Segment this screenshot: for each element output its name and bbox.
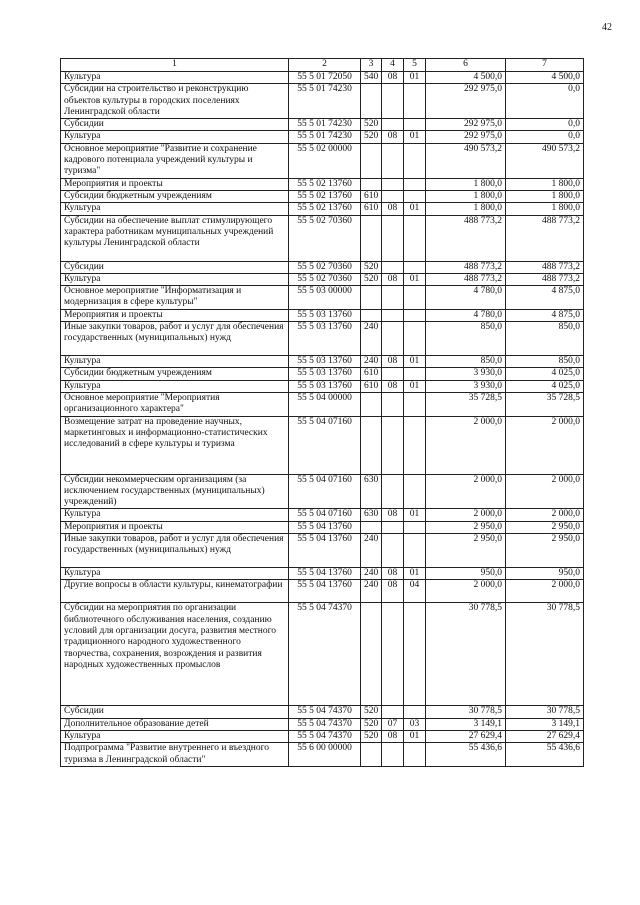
row-amount-col6-cell: 488 773,2	[426, 261, 506, 273]
row-expense-type-cell: 520	[361, 119, 382, 131]
row-section-cell	[382, 416, 404, 474]
row-code-cell: 55 5 04 07160	[289, 416, 361, 474]
row-subsection-cell: 01	[404, 730, 426, 742]
row-amount-col7-cell: 1 800,0	[506, 203, 584, 215]
table-row	[61, 534, 584, 568]
table-row	[61, 730, 584, 742]
row-subsection-cell	[404, 178, 426, 190]
row-expense-type-cell	[361, 521, 382, 533]
row-subsection-cell	[404, 474, 426, 509]
row-section-cell	[382, 190, 404, 202]
column-header: 6	[426, 59, 506, 72]
row-code-cell: 55 5 04 13760	[289, 568, 361, 580]
row-expense-type-cell	[361, 143, 382, 178]
column-header: 3	[361, 59, 382, 72]
row-expense-type-cell: 240	[361, 356, 382, 368]
table-row	[61, 273, 584, 285]
row-subsection-cell	[404, 521, 426, 533]
table-row	[61, 215, 584, 261]
row-amount-col7-cell: 2 950,0	[506, 534, 584, 568]
row-section-cell	[382, 178, 404, 190]
table-row	[61, 568, 584, 580]
row-amount-col6-cell: 292 975,0	[426, 131, 506, 143]
table-row	[61, 84, 584, 119]
row-expense-type-cell: 240	[361, 322, 382, 356]
column-header: 2	[289, 59, 361, 72]
row-subsection-cell	[404, 143, 426, 178]
row-section-cell	[382, 534, 404, 568]
table-row	[61, 131, 584, 143]
row-amount-col6-cell: 35 728,5	[426, 392, 506, 416]
row-code-cell: 55 5 04 13760	[289, 534, 361, 568]
row-subsection-cell	[404, 743, 426, 767]
row-expense-type-cell: 630	[361, 509, 382, 521]
row-code-cell: 55 5 02 13760	[289, 190, 361, 202]
row-expense-type-cell: 240	[361, 534, 382, 568]
row-section-cell: 08	[382, 509, 404, 521]
row-code-cell: 55 5 04 74370	[289, 730, 361, 742]
row-subsection-cell	[404, 309, 426, 321]
header-row	[61, 59, 584, 72]
row-amount-col7-cell: 488 773,2	[506, 273, 584, 285]
row-subsection-cell	[404, 286, 426, 310]
row-section-cell	[382, 286, 404, 310]
table-row	[61, 392, 584, 416]
row-section-cell	[382, 474, 404, 509]
row-section-cell	[382, 368, 404, 380]
row-code-cell: 55 5 04 07160	[289, 509, 361, 521]
row-amount-col7-cell: 4 875,0	[506, 286, 584, 310]
row-amount-col7-cell: 55 436,6	[506, 743, 584, 767]
row-section-cell: 08	[382, 568, 404, 580]
row-amount-col6-cell: 4 500,0	[426, 72, 506, 84]
column-header: 7	[506, 59, 584, 72]
row-expense-type-cell: 520	[361, 261, 382, 273]
row-code-cell: 55 5 01 74230	[289, 119, 361, 131]
row-subsection-cell	[404, 416, 426, 474]
row-code-cell: 55 5 02 70360	[289, 273, 361, 285]
row-amount-col7-cell: 488 773,2	[506, 215, 584, 261]
column-header: 4	[382, 59, 404, 72]
row-amount-col6-cell: 30 778,5	[426, 706, 506, 718]
row-amount-col6-cell: 4 780,0	[426, 309, 506, 321]
row-expense-type-cell: 520	[361, 718, 382, 730]
table-row	[61, 190, 584, 202]
row-amount-col7-cell: 2 000,0	[506, 474, 584, 509]
row-subsection-cell: 01	[404, 203, 426, 215]
column-header: 1	[61, 59, 289, 72]
row-amount-col6-cell: 2 000,0	[426, 416, 506, 474]
row-amount-col7-cell: 35 728,5	[506, 392, 584, 416]
row-section-cell: 08	[382, 356, 404, 368]
row-expense-type-cell: 610	[361, 190, 382, 202]
row-code-cell: 55 5 03 13760	[289, 380, 361, 392]
row-code-cell: 55 5 01 74230	[289, 84, 361, 119]
row-name-cell: Мероприятия и проекты	[61, 309, 289, 321]
row-name-cell: Другие вопросы в области культуры, кинематографии	[61, 580, 289, 603]
row-section-cell	[382, 309, 404, 321]
column-header: 5	[404, 59, 426, 72]
row-code-cell: 55 5 02 70360	[289, 261, 361, 273]
row-amount-col6-cell: 2 950,0	[426, 534, 506, 568]
row-amount-col6-cell: 55 436,6	[426, 743, 506, 767]
table-row	[61, 521, 584, 533]
row-code-cell: 55 5 04 74370	[289, 718, 361, 730]
table-row	[61, 416, 584, 474]
row-amount-col6-cell: 2 950,0	[426, 521, 506, 533]
row-subsection-cell	[404, 392, 426, 416]
row-name-cell: Культура	[61, 203, 289, 215]
table-row	[61, 706, 584, 718]
row-amount-col6-cell: 850,0	[426, 322, 506, 356]
row-amount-col7-cell: 2 000,0	[506, 416, 584, 474]
row-amount-col6-cell: 3 930,0	[426, 368, 506, 380]
table-row	[61, 72, 584, 84]
row-subsection-cell	[404, 603, 426, 706]
row-amount-col6-cell: 488 773,2	[426, 273, 506, 285]
row-name-cell: Основное мероприятие "Мероприятия организационного характера"	[61, 392, 289, 416]
row-subsection-cell	[404, 706, 426, 718]
row-code-cell: 55 5 04 07160	[289, 474, 361, 509]
row-name-cell: Иные закупки товаров, работ и услуг для обеспечения государственных (муниципальных) нужд	[61, 322, 289, 356]
row-expense-type-cell	[361, 84, 382, 119]
row-code-cell: 55 5 04 13760	[289, 521, 361, 533]
table-row	[61, 322, 584, 356]
row-expense-type-cell	[361, 309, 382, 321]
row-amount-col7-cell: 4 500,0	[506, 72, 584, 84]
table-row	[61, 380, 584, 392]
row-expense-type-cell: 520	[361, 730, 382, 742]
row-code-cell: 55 5 02 00000	[289, 143, 361, 178]
row-subsection-cell	[404, 534, 426, 568]
row-name-cell: Культура	[61, 273, 289, 285]
row-amount-col7-cell: 0,0	[506, 119, 584, 131]
row-section-cell: 08	[382, 131, 404, 143]
row-name-cell: Субсидии	[61, 119, 289, 131]
row-name-cell: Культура	[61, 356, 289, 368]
row-amount-col6-cell: 1 800,0	[426, 178, 506, 190]
row-amount-col6-cell: 488 773,2	[426, 215, 506, 261]
row-expense-type-cell: 630	[361, 474, 382, 509]
row-subsection-cell: 01	[404, 568, 426, 580]
table-row	[61, 368, 584, 380]
row-subsection-cell: 01	[404, 509, 426, 521]
row-subsection-cell: 01	[404, 131, 426, 143]
row-code-cell: 55 5 04 74370	[289, 706, 361, 718]
row-subsection-cell: 01	[404, 380, 426, 392]
table-row	[61, 580, 584, 603]
row-amount-col6-cell: 27 629,4	[426, 730, 506, 742]
row-subsection-cell	[404, 261, 426, 273]
row-amount-col6-cell: 2 000,0	[426, 580, 506, 603]
row-section-cell	[382, 392, 404, 416]
row-amount-col6-cell: 2 000,0	[426, 509, 506, 521]
row-amount-col7-cell: 1 800,0	[506, 178, 584, 190]
row-name-cell: Основное мероприятие "Информатизация и модернизация в сфере культуры"	[61, 286, 289, 310]
row-code-cell: 55 5 01 72050	[289, 72, 361, 84]
row-amount-col7-cell: 0,0	[506, 84, 584, 119]
row-expense-type-cell	[361, 392, 382, 416]
row-section-cell	[382, 706, 404, 718]
row-amount-col7-cell: 1 800,0	[506, 190, 584, 202]
row-amount-col7-cell: 30 778,5	[506, 603, 584, 706]
row-code-cell: 55 5 02 13760	[289, 203, 361, 215]
table-row	[61, 603, 584, 706]
row-section-cell	[382, 215, 404, 261]
row-code-cell: 55 5 04 74370	[289, 603, 361, 706]
row-code-cell: 55 5 02 13760	[289, 178, 361, 190]
row-name-cell: Субсидии бюджетным учреждениям	[61, 190, 289, 202]
row-amount-col7-cell: 4 025,0	[506, 380, 584, 392]
row-code-cell: 55 5 04 00000	[289, 392, 361, 416]
table-row	[61, 718, 584, 730]
row-subsection-cell	[404, 215, 426, 261]
row-section-cell: 08	[382, 730, 404, 742]
row-amount-col6-cell: 3 149,1	[426, 718, 506, 730]
row-subsection-cell	[404, 84, 426, 119]
row-section-cell	[382, 261, 404, 273]
row-subsection-cell	[404, 368, 426, 380]
row-subsection-cell: 01	[404, 72, 426, 84]
row-amount-col6-cell: 1 800,0	[426, 203, 506, 215]
row-subsection-cell: 04	[404, 580, 426, 603]
row-name-cell: Культура	[61, 131, 289, 143]
budget-table	[60, 58, 584, 767]
row-section-cell	[382, 743, 404, 767]
row-section-cell: 08	[382, 580, 404, 603]
row-expense-type-cell	[361, 603, 382, 706]
row-amount-col6-cell: 950,0	[426, 568, 506, 580]
row-code-cell: 55 5 03 13760	[289, 356, 361, 368]
row-amount-col6-cell: 490 573,2	[426, 143, 506, 178]
row-section-cell: 08	[382, 380, 404, 392]
row-expense-type-cell: 610	[361, 380, 382, 392]
row-expense-type-cell	[361, 178, 382, 190]
row-code-cell: 55 5 02 70360	[289, 215, 361, 261]
row-amount-col6-cell: 1 800,0	[426, 190, 506, 202]
table-row	[61, 474, 584, 509]
table-row	[61, 356, 584, 368]
row-expense-type-cell	[361, 743, 382, 767]
row-amount-col7-cell: 2 000,0	[506, 580, 584, 603]
row-amount-col6-cell: 4 780,0	[426, 286, 506, 310]
row-subsection-cell: 01	[404, 356, 426, 368]
row-code-cell: 55 5 03 13760	[289, 309, 361, 321]
row-amount-col7-cell: 2 000,0	[506, 509, 584, 521]
page-number: 42	[602, 22, 612, 33]
table-row	[61, 286, 584, 310]
row-amount-col7-cell: 2 950,0	[506, 521, 584, 533]
row-expense-type-cell	[361, 416, 382, 474]
row-expense-type-cell: 520	[361, 131, 382, 143]
row-amount-col6-cell: 3 930,0	[426, 380, 506, 392]
row-subsection-cell: 01	[404, 273, 426, 285]
row-section-cell	[382, 603, 404, 706]
row-name-cell: Субсидии на обеспечение выплат стимулирующего характера работникам муниципальных учреждений культуры Ленинградской области	[61, 215, 289, 261]
row-name-cell: Субсидии бюджетным учреждениям	[61, 368, 289, 380]
row-amount-col6-cell: 850,0	[426, 356, 506, 368]
row-name-cell: Мероприятия и проекты	[61, 178, 289, 190]
row-section-cell	[382, 322, 404, 356]
row-section-cell: 08	[382, 273, 404, 285]
row-name-cell: Субсидии на строительство и реконструкцию объектов культуры в городских поселениях Ленинградской области	[61, 84, 289, 119]
row-code-cell: 55 5 03 13760	[289, 368, 361, 380]
row-name-cell: Субсидии	[61, 706, 289, 718]
row-expense-type-cell: 240	[361, 580, 382, 603]
row-code-cell: 55 5 03 13760	[289, 322, 361, 356]
row-section-cell: 08	[382, 203, 404, 215]
row-expense-type-cell: 520	[361, 273, 382, 285]
row-name-cell: Иные закупки товаров, работ и услуг для обеспечения государственных (муниципальных) нужд	[61, 534, 289, 568]
table-row	[61, 143, 584, 178]
row-amount-col7-cell: 27 629,4	[506, 730, 584, 742]
row-amount-col6-cell: 2 000,0	[426, 474, 506, 509]
row-section-cell	[382, 119, 404, 131]
row-expense-type-cell: 610	[361, 203, 382, 215]
row-amount-col7-cell: 488 773,2	[506, 261, 584, 273]
table-row	[61, 178, 584, 190]
row-expense-type-cell: 240	[361, 568, 382, 580]
row-amount-col7-cell: 30 778,5	[506, 706, 584, 718]
row-name-cell: Основное мероприятие "Развитие и сохранение кадрового потенциала учреждений культуры и туризма"	[61, 143, 289, 178]
table-row	[61, 203, 584, 215]
row-section-cell	[382, 521, 404, 533]
row-expense-type-cell: 540	[361, 72, 382, 84]
row-subsection-cell: 03	[404, 718, 426, 730]
row-subsection-cell	[404, 190, 426, 202]
row-section-cell: 07	[382, 718, 404, 730]
row-amount-col7-cell: 4 875,0	[506, 309, 584, 321]
row-expense-type-cell: 610	[361, 368, 382, 380]
row-name-cell: Дополнительное образование детей	[61, 718, 289, 730]
row-expense-type-cell	[361, 286, 382, 310]
row-amount-col7-cell: 0,0	[506, 131, 584, 143]
table-row	[61, 261, 584, 273]
row-section-cell	[382, 84, 404, 119]
row-name-cell: Культура	[61, 380, 289, 392]
row-amount-col7-cell: 490 573,2	[506, 143, 584, 178]
row-amount-col7-cell: 850,0	[506, 356, 584, 368]
row-code-cell: 55 5 04 13760	[289, 580, 361, 603]
row-section-cell: 08	[382, 72, 404, 84]
row-name-cell: Культура	[61, 568, 289, 580]
row-expense-type-cell	[361, 215, 382, 261]
table-row	[61, 743, 584, 767]
row-name-cell: Субсидии на мероприятия по организации библиотечного обслуживания населения, созданию условий для организации досуга, развития местного традиционного народного художественного творчества, сохранения, возрождения и развития народных художественных промыслов	[61, 603, 289, 706]
row-name-cell: Мероприятия и проекты	[61, 521, 289, 533]
row-amount-col7-cell: 850,0	[506, 322, 584, 356]
row-code-cell: 55 6 00 00000	[289, 743, 361, 767]
row-subsection-cell	[404, 322, 426, 356]
row-amount-col6-cell: 292 975,0	[426, 84, 506, 119]
row-name-cell: Культура	[61, 509, 289, 521]
row-amount-col6-cell: 292 975,0	[426, 119, 506, 131]
table-row	[61, 509, 584, 521]
row-amount-col7-cell: 3 149,1	[506, 718, 584, 730]
row-name-cell: Субсидии	[61, 261, 289, 273]
row-name-cell: Культура	[61, 730, 289, 742]
table-row	[61, 309, 584, 321]
row-code-cell: 55 5 01 74230	[289, 131, 361, 143]
row-name-cell: Культура	[61, 72, 289, 84]
row-expense-type-cell: 520	[361, 706, 382, 718]
table-row	[61, 119, 584, 131]
row-amount-col6-cell: 30 778,5	[426, 603, 506, 706]
row-amount-col7-cell: 4 025,0	[506, 368, 584, 380]
row-code-cell: 55 5 03 00000	[289, 286, 361, 310]
row-name-cell: Подпрограмма "Развитие внутреннего и въездного туризма в Ленинградской области"	[61, 743, 289, 767]
row-subsection-cell	[404, 119, 426, 131]
row-amount-col7-cell: 950,0	[506, 568, 584, 580]
row-name-cell: Возмещение затрат на проведение научных, маркетинговых и информационно-статистических исследований в сфере культуры и туризма	[61, 416, 289, 474]
row-name-cell: Субсидии некоммерческим организациям (за исключением государственных (муниципальных) учреждений)	[61, 474, 289, 509]
row-section-cell	[382, 143, 404, 178]
